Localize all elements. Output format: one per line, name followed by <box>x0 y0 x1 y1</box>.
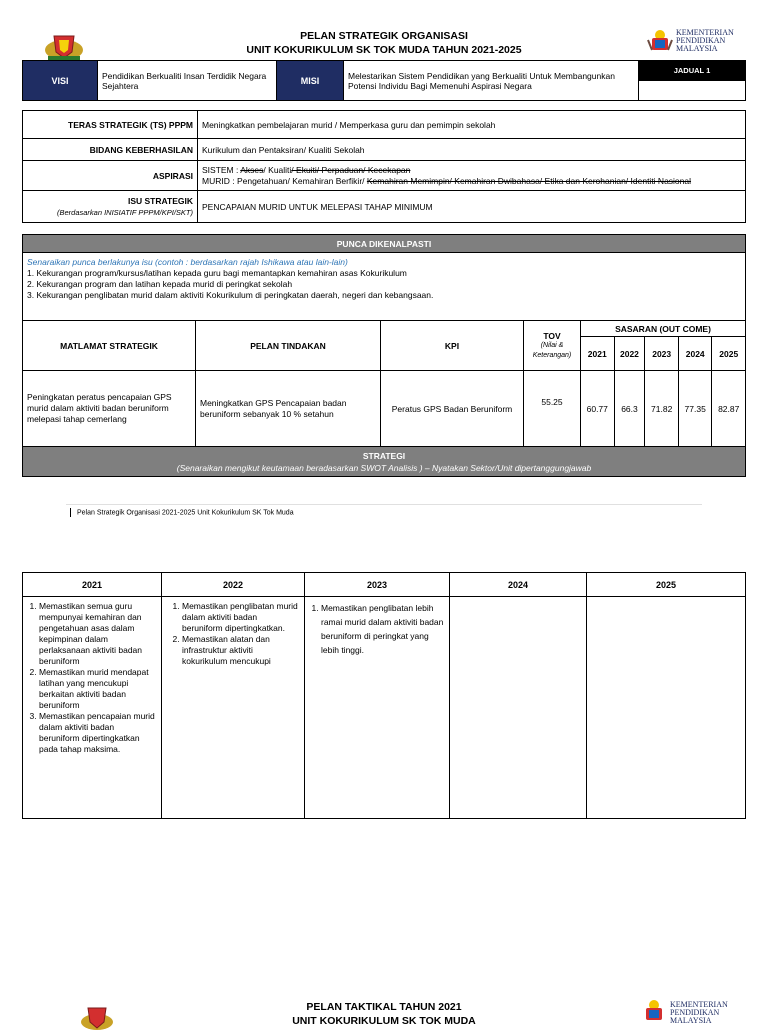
aspirasi-value <box>198 161 746 191</box>
footer-note <box>70 508 294 517</box>
ministry-name-line1: KEMENTERIAN <box>676 28 734 37</box>
school-crest-icon <box>44 30 84 62</box>
isu-label: ISU STRATEGIK <box>127 195 193 206</box>
punca-item: 3. Kekurangan penglibatan murid dalam aktiviti Kokurikulum di peringkatan daerah, negeri dan kebangsaan. <box>27 290 434 300</box>
aspirasi-sistem-strike1: Akses <box>240 164 264 175</box>
sasaran-year: 2021 <box>581 337 615 371</box>
row-pelan: Meningkatkan GPS Pencapaian badan beruniform sebanyak 10 % setahun <box>196 371 381 447</box>
strategy-year-header: 2021 <box>23 573 162 597</box>
bidang-value: Kurikulum dan Pentaksiran/ Kualiti Sekolah <box>198 139 746 161</box>
jadual-value <box>639 81 746 101</box>
school-crest-icon <box>80 1004 114 1030</box>
bidang-label: BIDANG KEBERHASILAN <box>23 139 198 161</box>
row-tov: 55.25 <box>524 371 581 447</box>
row-target: 66.3 <box>614 371 645 447</box>
strategi-note: (Senaraikan mengikut keutamaan beradasarkan SWOT Analisis ) – Nyatakan Sektor/Unit dipertanggungjawab <box>176 462 592 473</box>
col-kpi: KPI <box>381 321 524 371</box>
aspirasi-label: ASPIRASI <box>23 161 198 191</box>
row-target: 60.77 <box>581 371 615 447</box>
row-kpi: Peratus GPS Badan Beruniform <box>381 371 524 447</box>
col-tov-cell <box>524 321 581 371</box>
strategy-year-header: 2024 <box>450 573 587 597</box>
col-sasaran: SASARAN (OUT COME) <box>581 321 746 337</box>
ministry-name-line1: KEMENTERIAN <box>670 1000 728 1009</box>
punca-matlamat-table <box>22 234 746 477</box>
col-tov: TOV <box>543 330 561 341</box>
strategic-info-table <box>22 110 746 223</box>
strategi-header: STRATEGI <box>362 450 406 461</box>
page2-title-line2: UNIT KOKURIKULUM SK TOK MUDA <box>292 1015 476 1027</box>
aspirasi-sistem-prefix: SISTEM : <box>202 164 241 175</box>
ministry-name-line3: MALAYSIA <box>676 44 718 53</box>
coat-of-arms-icon <box>640 998 668 1024</box>
footer-note-text: Pelan Strategik Organisasi 2021-2025 Unit Kokurikulum SK Tok Muda <box>77 509 294 517</box>
row-target: 77.35 <box>678 371 712 447</box>
strategy-cell-2021 <box>23 597 162 819</box>
punca-header: PUNCA DIKENALPASTI <box>23 235 746 253</box>
coat-of-arms-icon <box>646 28 674 54</box>
visi-text: Pendidikan Berkualiti Insan Terdidik Negara Sejahtera <box>98 61 277 101</box>
strategy-cell-2024 <box>450 597 587 819</box>
aspirasi-sistem-strike2: / Ekuiti/ Perpaduan/ Kecekapan <box>291 164 411 175</box>
page2-title-line1: PELAN TAKTIKAL TAHUN 2021 <box>306 1001 462 1013</box>
aspirasi-murid-prefix: MURID : Pengetahuan/ Kemahiran Berfikir/ <box>202 175 367 186</box>
strategy-item: 1. Memastikan penglibatan murid dalam aktiviti badan beruniform dipertingkatkan. <box>182 601 300 634</box>
punca-note: Senaraikan punca berlakunya isu (contoh : berdasarkan rajah Ishikawa atau lain-lain) <box>27 257 348 267</box>
row-matlamat: Peningkatan peratus pencapaian GPS murid dalam aktiviti badan beruniform melepasi tahap cemerlang <box>23 371 196 447</box>
ministry-name-line3: MALAYSIA <box>670 1016 712 1024</box>
strategy-item: 3. Memastikan pencapaian murid dalam aktiviti badan beruniform dipertingkatkan pada tahap maksima. <box>39 711 157 755</box>
ministry-logo <box>640 998 740 1024</box>
strategy-cell-2025 <box>587 597 746 819</box>
ministry-name-line2: PENDIDIKAN <box>670 1008 720 1017</box>
isu-value: PENCAPAIAN MURID UNTUK MELEPASI TAHAP MINIMUM <box>198 191 746 223</box>
strategy-cell-2022 <box>162 597 305 819</box>
page-title <box>200 29 568 57</box>
jadual-label: JADUAL 1 <box>639 61 746 81</box>
sasaran-year: 2024 <box>678 337 712 371</box>
col-matlamat: MATLAMAT STRATEGIK <box>23 321 196 371</box>
misi-label: MISI <box>277 61 344 101</box>
page-title-line1: PELAN STRATEGIK ORGANISASI <box>300 30 468 42</box>
strategy-year-header: 2023 <box>305 573 450 597</box>
punca-item: 2. Kekurangan program dan latihan kepada murid di peringkat sekolah <box>27 279 293 289</box>
strategi-banner <box>23 447 746 477</box>
sasaran-year: 2025 <box>712 337 746 371</box>
strategy-item: 2. Memastikan alatan dan infrastruktur aktiviti kokurikulum mencukupi <box>182 634 300 667</box>
aspirasi-murid-strike: Kemahiran Memimpin/ Kemahiran Dwibahasa/ Etika dan Kerohanian/ Identiti Nasional <box>366 175 692 186</box>
row-target: 82.87 <box>712 371 746 447</box>
col-tov-note: (Nilai & Keterangan) <box>532 341 572 359</box>
strategy-item: 1. Memastikan penglibatan lebih ramai murid dalam aktiviti badan beruniform di peringkat yang lebih tinggi. <box>321 601 445 657</box>
teras-value: Meningkatkan pembelajaran murid / Memperkasa guru dan pemimpin sekolah <box>198 111 746 139</box>
isu-label-cell <box>23 191 198 223</box>
strategy-year-header: 2022 <box>162 573 305 597</box>
strategy-year-table <box>22 572 746 819</box>
strategy-item: 2. Memastikan murid mendapat latihan yang mencukupi berkaitan aktiviti badan beruniform <box>39 667 157 711</box>
sasaran-year: 2023 <box>645 337 679 371</box>
punca-item: 1. Kekurangan program/kursus/latihan kepada guru bagi memantapkan kemahiran asas Kokurikulum <box>27 268 407 278</box>
ministry-name-line2: PENDIDIKAN <box>676 36 726 45</box>
ministry-logo <box>646 28 742 56</box>
sasaran-year: 2022 <box>614 337 645 371</box>
strategy-item: 1. Memastikan semua guru mempunyai kemahiran dan pengetahuan asas dalam kepimpinan dalam perlaksanaan aktiviti badan beruniform <box>39 601 157 667</box>
visi-misi-table <box>22 60 746 101</box>
misi-text: Melestarikan Sistem Pendidikan yang Berkualiti Untuk Membangunkan Potensi Individu Bagi Memenuhi Aspirasi Negara <box>344 61 639 101</box>
row-target: 71.82 <box>645 371 679 447</box>
teras-label: TERAS STRATEGIK (TS) PPPM <box>23 111 198 139</box>
strategy-year-header: 2025 <box>587 573 746 597</box>
page-title-line2: UNIT KOKURIKULUM SK TOK MUDA TAHUN 2021-2025 <box>246 44 522 56</box>
punca-content <box>23 253 746 321</box>
isu-sublabel: (Berdasarkan INISIATIF PPPM/KPI/SKT) <box>56 207 193 217</box>
footer-divider <box>66 504 702 505</box>
col-pelan: PELAN TINDAKAN <box>196 321 381 371</box>
strategy-cell-2023 <box>305 597 450 819</box>
visi-label: VISI <box>23 61 98 101</box>
aspirasi-sistem-kualiti: / Kualiti <box>263 164 292 175</box>
